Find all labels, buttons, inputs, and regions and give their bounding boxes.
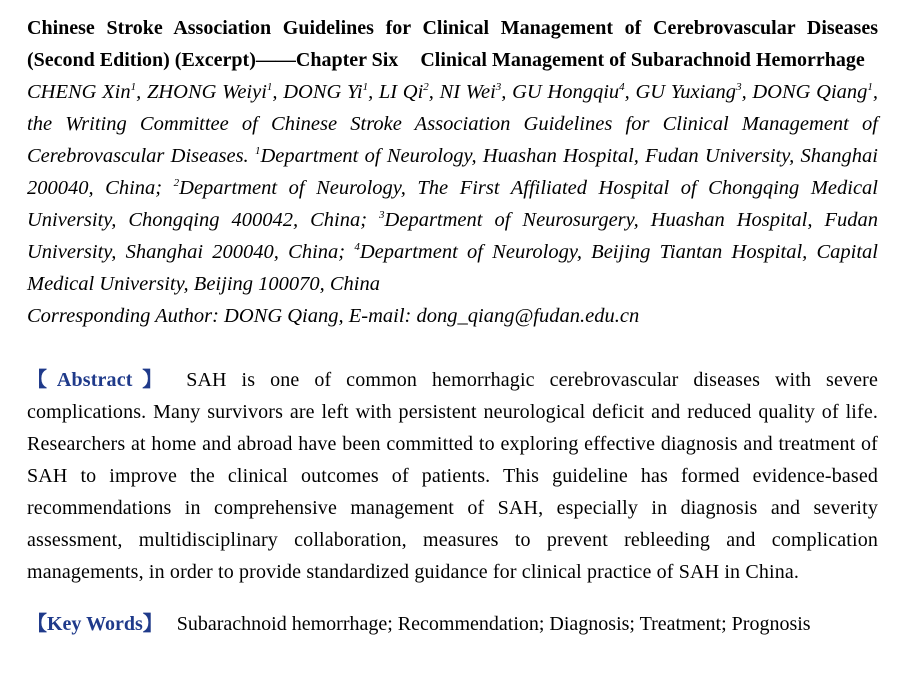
paper-page: [27, 12, 878, 640]
affiliation-num: 2: [173, 177, 180, 189]
title-main: Chinese Stroke Association Guidelines for Clinical Management of Cerebrovascular Diseases (Second Edition) (Excerpt)——Chapter Six: [27, 17, 878, 71]
author-aff: 1: [130, 81, 137, 93]
author-name: DONG Qiang: [752, 81, 868, 103]
author-name: NI Wei: [439, 81, 496, 103]
author-name: GU Hongqiu: [512, 81, 620, 103]
affiliation-num: 4: [354, 241, 360, 253]
affiliation-num: 1: [254, 145, 261, 157]
author-name: LI Qi: [378, 81, 424, 103]
keywords-text: Subarachnoid hemorrhage; Recommendation; Diagnosis; Treatment; Prognosis: [176, 613, 811, 635]
affiliation-num: 3: [379, 209, 385, 221]
affiliation-text: Department of Neurosurgery, Huashan Hospital, Fudan University, Shanghai 200040, China;: [27, 209, 879, 263]
affiliation-text: Department of Neurology, The First Affiliated Hospital of Chongqing Medical University, Chongqing 400042, China;: [27, 177, 879, 231]
author-aff: 1: [266, 81, 273, 93]
author-name: GU Yuxiang: [635, 81, 737, 103]
author-aff: 4: [619, 81, 625, 93]
abstract-text: SAH is one of common hemorrhagic cerebrovascular diseases with severe complications. Many survivors are left with persistent neurological deficit and reduced quality of life. Researchers at home and abroad have been committed to exploring effective diagnosis and treatment of SAH to improve the clinical outcomes of patients. This guideline has formed evidence-based recommendations in comprehensive management of SAH, especially in diagnosis and severity assessment, multidisciplinary collaboration, measures to prevent rebleeding and complication managements, in order to provide standardized guidance for clinical practice of SAH in China.: [27, 369, 878, 583]
abstract-label: 【Abstract】: [27, 369, 173, 391]
paper-title: [27, 12, 878, 76]
author-name: DONG Yi: [283, 81, 363, 103]
author-aff: 2: [423, 81, 429, 93]
title-chapter: Clinical Management of Subarachnoid Hemorrhage: [420, 49, 865, 71]
abstract-paragraph: [27, 364, 878, 588]
author-name: ZHONG Weiyi: [146, 81, 267, 103]
author-affiliation-block: CHENG Xin$^1$, ZHONG Weiyi$^1$, DONG Yi$^1$, LI Qi$^2$, NI Wei$^3$, GU Hongqiu$^4$, GU Yuxiang$^3$, DONG Qiang$^1$, the Writing Committee of Chinese Stroke Association Guidelines for Clinical Management of Cerebrovascular Diseases. $^1$Department of Neurology, Huashan Hospital, Fudan University, Shanghai 200040, China; $^2$Department of Neurology, The First Affiliated Hospital of Chongqing Medical University, Chongqing 400042, China; $^3$Department of Neurosurgery, Huashan Hospital, Fudan University, Shanghai 200040, China; $^4$Department of Neurology, Beijing Tiantan Hospital, Capital Medical University, Beijing 100070, China: [27, 81, 879, 295]
author-aff: 1: [362, 81, 369, 93]
keywords-paragraph: [27, 608, 878, 640]
corresponding-author: Corresponding Author: DONG Qiang, E-mail: dong_qiang@fudan.edu.cn: [27, 305, 640, 327]
author-aff: 3: [736, 81, 742, 93]
author-aff: 3: [495, 81, 502, 93]
keywords-label: 【Key Words】: [27, 613, 163, 635]
author-name: CHENG Xin: [27, 81, 131, 103]
writing-committee: the Writing Committee of Chinese Stroke Association Guidelines for Clinical Management of Cerebrovascular Diseases.: [27, 113, 878, 167]
affiliation-text: Department of Neurology, Huashan Hospital, Fudan University, Shanghai 200040, China;: [27, 145, 879, 199]
affiliation-text: Department of Neurology, Beijing Tiantan Hospital, Capital Medical University, Beijing 100070, China: [27, 241, 879, 295]
author-aff: 1: [867, 81, 873, 93]
